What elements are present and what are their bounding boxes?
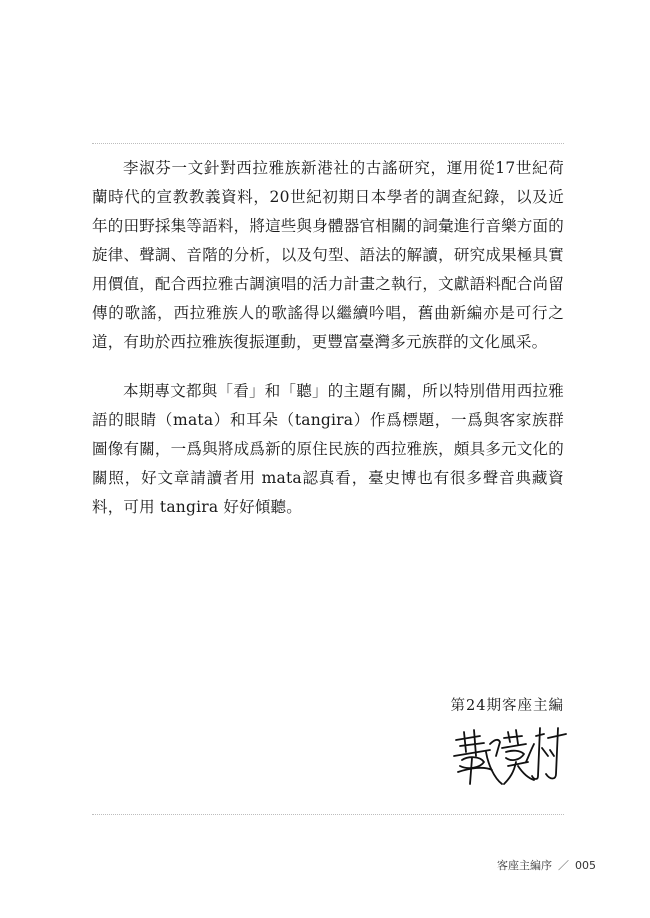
handwritten-signature	[450, 722, 570, 788]
paragraph-2: 本期專文都與「看」和「聽」的主題有關，所以特別借用西拉雅語的眼睛（mata）和耳朵（tangira）作爲標題，一爲與客家族群圖像有關，一爲與將成爲新的原住民族的西拉雅族，頗具多元文化的關照，好文章請讀者用 mata認真看，臺史博也有很多聲音典藏資料，可用 tangira 好好傾聽。	[92, 382, 564, 516]
article-body	[92, 154, 564, 542]
page-number: 005	[575, 859, 596, 872]
footer-separator: ／	[558, 859, 569, 872]
editor-byline: 第24期客座主編	[450, 698, 564, 714]
top-divider	[92, 143, 564, 144]
footer-section-title: 客座主編序	[497, 859, 552, 872]
page-footer	[497, 857, 596, 873]
paragraph-1: 李淑芬一文針對西拉雅族新港社的古謠研究，運用從17世紀荷蘭時代的宣教教義資料，20世紀初期日本學者的調查紀錄，以及近年的田野採集等語料，將這些與身體器官相關的詞彙進行音樂方面的旋律、聲調、音階的分析，以及句型、語法的解讀，研究成果極具實用價值，配合西拉雅古調演唱的活力計畫之執行，文獻語料配合尚留傳的歌謠，西拉雅族人的歌謠得以繼續吟唱，舊曲新編亦是可行之道，有助於西拉雅族復振運動，更豐富臺灣多元族群的文化風采。	[92, 159, 564, 351]
bottom-divider	[92, 814, 564, 815]
